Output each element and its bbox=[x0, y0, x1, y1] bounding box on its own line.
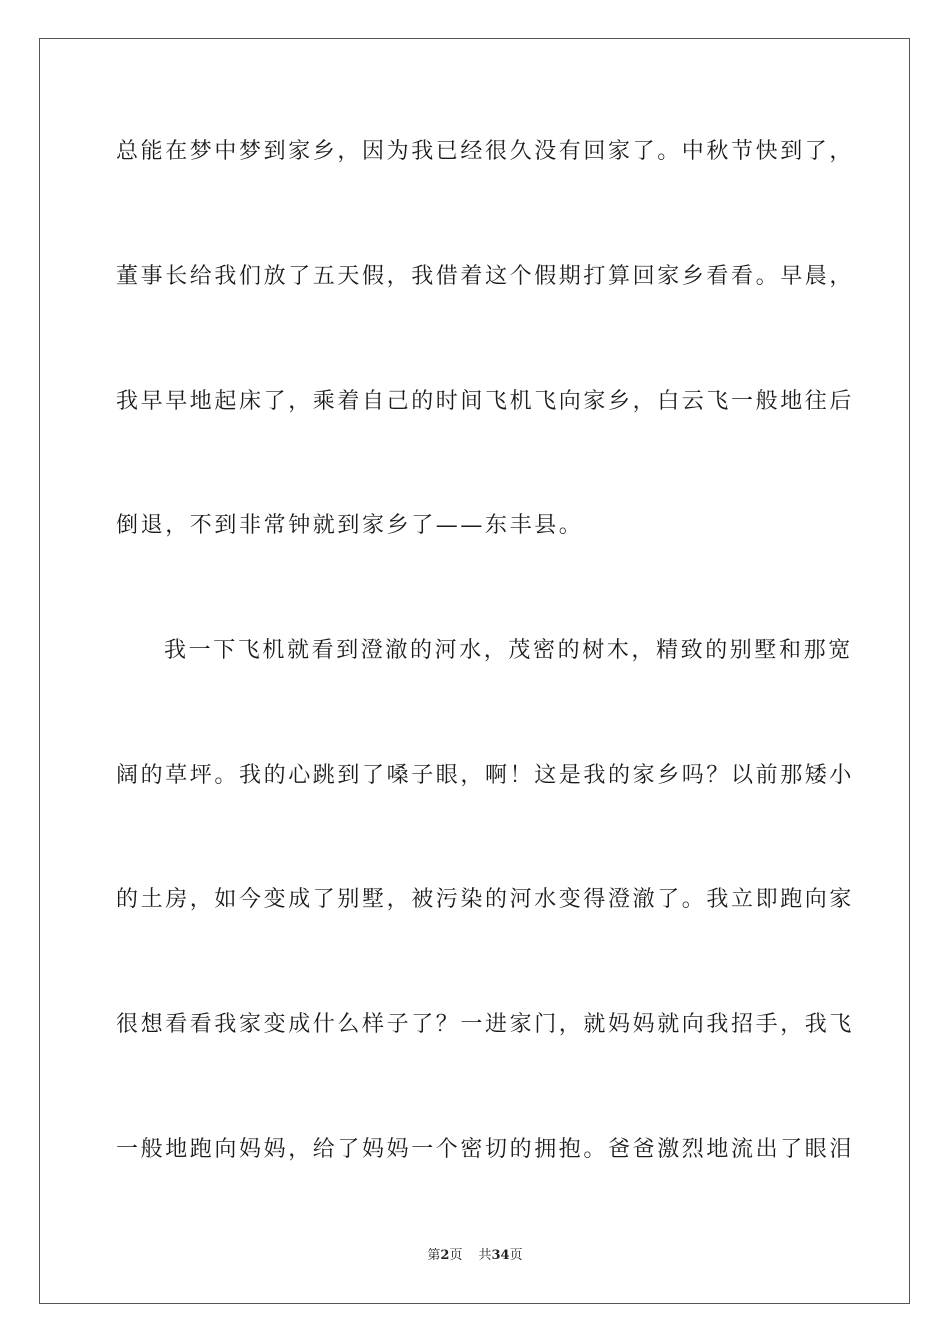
text-line-8: 很想看看我家变成什么样子了？一进家门，就妈妈就向我招手，我飞 bbox=[116, 1012, 855, 1037]
page-total: 共34页 bbox=[478, 1248, 523, 1263]
text-line-5: 我一下飞机就看到澄澈的河水，茂密的树木，精致的别墅和那宽 bbox=[164, 638, 853, 663]
text-line-6: 阔的草坪。我的心跳到了嗓子眼，啊！这是我的家乡吗？以前那矮小 bbox=[116, 763, 855, 788]
text-line-9: 一般地跑向妈妈，给了妈妈一个密切的拥抱。爸爸激烈地流出了眼泪 bbox=[116, 1137, 855, 1162]
page-border bbox=[39, 38, 910, 1304]
text-line-4: 倒退，不到非常钟就到家乡了——东丰县。 bbox=[116, 513, 584, 538]
text-line-1: 总能在梦中梦到家乡，因为我已经很久没有回家了。中秋节快到了， bbox=[116, 139, 855, 164]
text-line-3: 我早早地起床了，乘着自己的时间飞机飞向家乡，白云飞一般地往后 bbox=[116, 389, 855, 414]
page-footer bbox=[0, 1247, 950, 1265]
page-number: 第2页 bbox=[427, 1248, 463, 1263]
text-line-7: 的土房，如今变成了别墅，被污染的河水变得澄澈了。我立即跑向家 bbox=[116, 887, 855, 912]
text-line-2: 董事长给我们放了五天假，我借着这个假期打算回家乡看看。早晨， bbox=[116, 264, 855, 289]
